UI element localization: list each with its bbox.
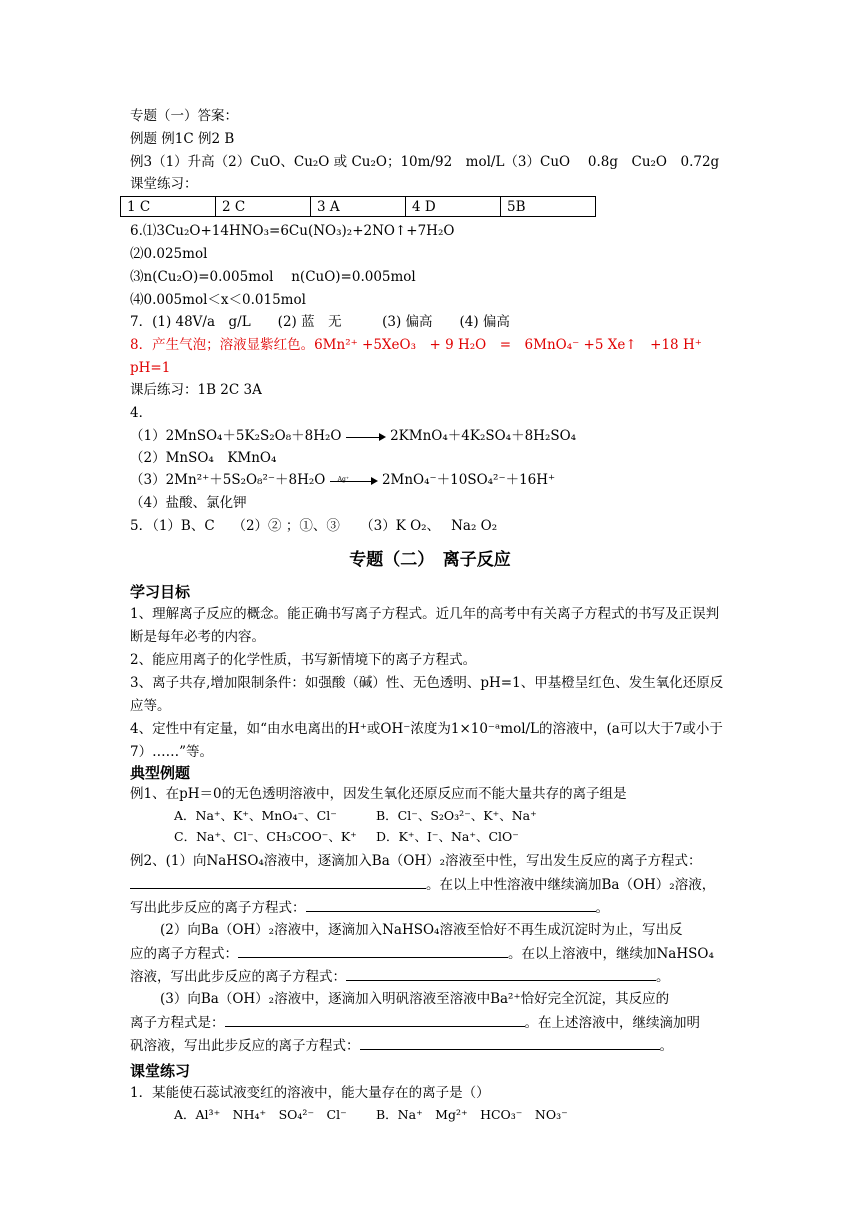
after-class-answers: 课后练习：1B 2C 3A [130, 382, 262, 398]
goal-3: 3、离子共存,增加限制条件：如强酸（碱）性、无色透明、pH=1、甲基橙呈红色、发生氧化还原反应等。 [130, 675, 724, 714]
practice-1: 1．某能使石蕊试液变红的溶液中，能大量存在的离子是（） [130, 1085, 490, 1101]
practice-1-option-b: B．Na⁺ Mg²⁺ HCO₃⁻ NO₃⁻ [376, 1107, 568, 1122]
answer-blank[interactable] [130, 874, 426, 889]
example-1-option-b: B．Cl⁻、S₂O₃²⁻、K⁺、Na⁺ [376, 808, 537, 823]
example-2-part1-line2: 。在以上中性溶液中继续滴加Ba（OH）₂溶液， [130, 874, 715, 895]
answer-q6-2: ⑵0.025mol [130, 246, 208, 262]
answer-q7: 7．(1) 48V/a g/L (2) 蓝 无 (3) 偏高 (4) 偏高 [130, 314, 510, 330]
example-2-part3: (3）向Ba（OH）₂溶液中，逐滴加入明矾溶液至溶液中Ba²⁺恰好完全沉淀，其反应的 [160, 991, 670, 1007]
catalyst-label: Ag⁺ [337, 475, 349, 483]
answer-blank[interactable] [360, 1035, 660, 1050]
answer-ex3: 例3（1）升高（2）CuO、Cu₂O 或 Cu₂O；10m/92 mol/L（3）CuO 0.8g Cu₂O 0.72g [130, 154, 720, 170]
reaction-arrow-icon [346, 431, 386, 443]
example-2-part2: (2）向Ba（OH）₂溶液中，逐滴加入NaHSO₄溶液至恰好不再生成沉淀时为止，写出反 [160, 922, 683, 938]
example-2-part1-line3: 写出此步反应的离子方程式： 。 [130, 897, 609, 918]
example-2-part3-line3: 矾溶液，写出此步反应的离子方程式： 。 [130, 1035, 673, 1056]
goal-1: 1、理解离子反应的概念。能正确书写离子方程式。近几年的高考中有关离子方程式的书写及正误判断是每年必考的内容。 [130, 606, 720, 645]
answer-blank[interactable] [238, 943, 508, 958]
answer-q4-1-reactants: （1）2MnSO₄＋5K₂S₂O₈＋8H₂O [130, 428, 342, 444]
answer-q6-1: 6.⑴3Cu₂O+14HNO₃=6Cu(NO₃)₂+2NO↑+7H₂O [130, 223, 455, 239]
topic2-title: 专题（二） 离子反应 [349, 550, 511, 570]
answer-ex12: 例题 例1C 例2 B [130, 131, 235, 147]
answers-title: 专题（一）答案： [130, 108, 238, 124]
practice-heading: 课堂练习 [130, 1062, 191, 1080]
goal-4: 4、定性中有定量，如“由水电离出的H⁺或OH⁻浓度为1×10⁻ᵃmol/L的溶液中，(a可以大于7或小于7）……”等。 [130, 721, 723, 760]
goal-2: 2、能应用离子的化学性质，书写新情境下的离子方程式。 [130, 652, 477, 668]
answer-q8: 8．产生气泡；溶液显紫红色。6Mn²⁺ +5XeO₃ + 9 H₂O = 6MnO₄⁻ +5 Xe↑ +18 H⁺ [130, 337, 702, 353]
answer-q4: 4． [130, 405, 153, 421]
practice-1-option-a: A．Al³⁺ NH₄⁺ SO₄²⁻ Cl⁻ [174, 1107, 347, 1122]
answer-cell-5: 5B [501, 197, 596, 217]
answer-q6-3: ⑶n(Cu₂O)=0.005mol n(CuO)=0.005mol [130, 269, 416, 285]
example-2-part2-line2: 应的离子方程式： 。在以上溶液中，继续加NaHSO₄ [130, 943, 714, 964]
answer-q4-1-products: 2KMnO₄＋4K₂SO₄＋8H₂SO₄ [390, 428, 577, 444]
answer-q5: 5．（1）B、C （2）② ；①、③ （3）K O₂、 Na₂ O₂ [130, 518, 498, 534]
example-2-part1: 例2、(1）向NaHSO₄溶液中，逐滴加入Ba（OH）₂溶液至中性，写出发生反应的离子方程式： [130, 853, 702, 869]
answer-q4-2: （2）MnSO₄ KMnO₄ [130, 450, 277, 466]
class-practice-label: 课堂练习： [130, 176, 198, 192]
example-2-part2-line3: 溶液，写出此步反应的离子方程式： 。 [130, 966, 670, 987]
answer-q4-1 [130, 426, 576, 446]
answer-cell-3: 3 A [311, 197, 406, 217]
answer-q4-3-reactants: （3）2Mn²⁺＋5S₂O₈²⁻＋8H₂O [130, 472, 326, 488]
example-1-option-c: C．Na⁺、Cl⁻、CH₃COO⁻、K⁺ [174, 829, 357, 844]
answer-cell-2: 2 C [216, 197, 311, 217]
answer-cell-4: 4 D [406, 197, 501, 217]
answer-q4-3 [130, 470, 555, 490]
example-1-option-d: D．K⁺、I⁻、Na⁺、ClO⁻ [376, 829, 519, 844]
answer-blank[interactable] [225, 1012, 525, 1027]
example-1-option-a: A．Na⁺、K⁺、MnO₄⁻、Cl⁻ [174, 808, 337, 823]
answer-q4-3-products: 2MnO₄⁻＋10SO₄²⁻＋16H⁺ [381, 472, 556, 488]
answer-q6-4: ⑷0.005mol＜x＜0.015mol [130, 292, 306, 308]
answer-table [120, 196, 596, 217]
answer-blank[interactable] [346, 966, 656, 981]
example-1: 例1、在pH＝0的无色透明溶液中，因发生氧化还原反应而不能大量共存的离子组是 [130, 786, 627, 802]
learning-goals-heading: 学习目标 [130, 583, 191, 601]
answer-q4-4: （4）盐酸、氯化钾 [130, 495, 247, 511]
catalyst-arrow-icon [330, 475, 378, 487]
example-2-part3-line2: 离子方程式是： 。在上述溶液中，继续滴加明 [130, 1012, 700, 1033]
answer-blank[interactable] [306, 897, 596, 912]
examples-heading: 典型例题 [130, 764, 191, 782]
answer-cell-1: 1 C [121, 197, 216, 217]
answer-q8-ph: pH=1 [130, 360, 171, 376]
